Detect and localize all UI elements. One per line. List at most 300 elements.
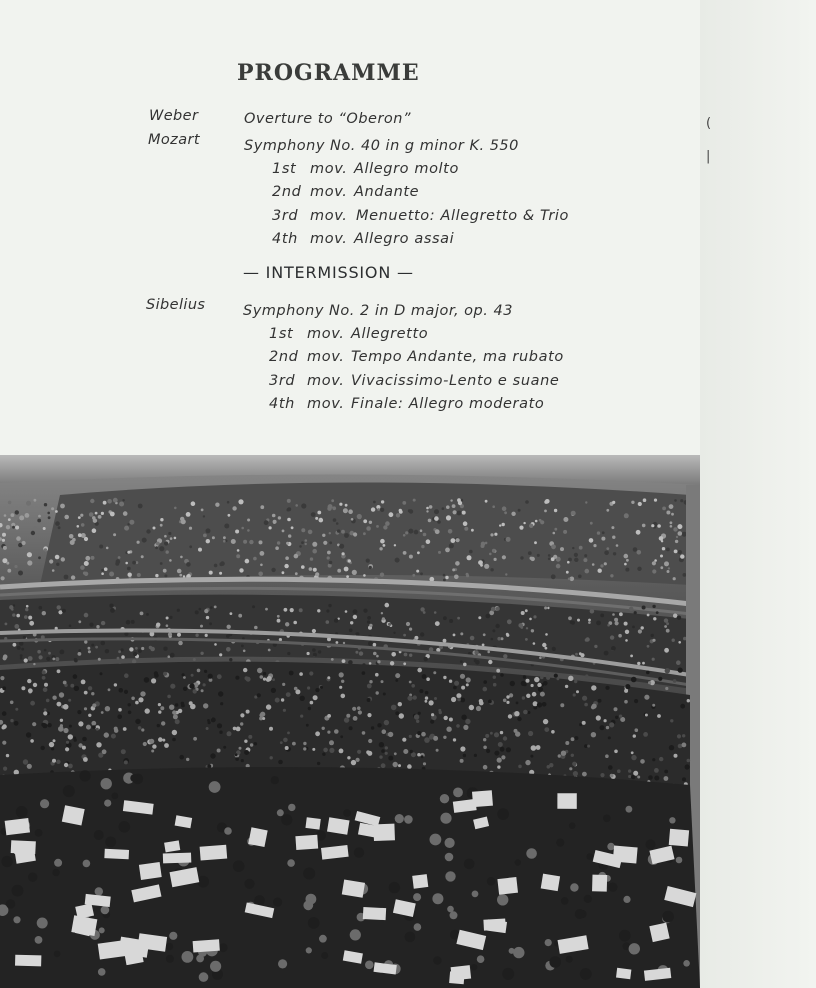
photo-texture-dot	[186, 758, 189, 761]
photo-texture-dot	[121, 648, 124, 651]
photo-texture-dot	[642, 524, 646, 528]
photo-texture-dot	[601, 537, 605, 541]
photo-texture-dot	[561, 751, 566, 756]
orchestra-player	[526, 848, 537, 859]
photo-texture-dot	[644, 695, 649, 700]
music-stand	[451, 965, 472, 980]
photo-texture-dot	[380, 508, 384, 512]
photo-texture-dot	[21, 648, 24, 651]
photo-texture-dot	[533, 701, 538, 706]
photo-texture-dot	[453, 738, 456, 741]
photo-texture-dot	[14, 721, 19, 726]
photo-texture-dot	[598, 569, 602, 573]
photo-texture-dot	[528, 551, 532, 555]
photo-texture-dot	[313, 568, 317, 572]
orchestra-player	[244, 879, 254, 889]
music-stand	[248, 827, 267, 847]
photo-texture-dot	[568, 676, 573, 681]
photo-texture-dot	[438, 551, 441, 554]
photo-texture-dot	[351, 518, 354, 521]
photo-texture-dot	[488, 660, 492, 664]
photo-texture-dot	[664, 561, 669, 566]
photo-texture-dot	[84, 691, 88, 695]
photo-texture-dot	[666, 548, 670, 552]
photo-texture-dot	[180, 556, 183, 559]
photo-texture-dot	[487, 651, 490, 654]
photo-texture-dot	[337, 529, 340, 532]
photo-texture-dot	[278, 516, 281, 519]
photo-texture-dot	[3, 767, 7, 771]
movement-label: mov.	[307, 349, 345, 365]
photo-texture-dot	[179, 574, 182, 577]
photo-texture-dot	[539, 656, 542, 659]
photo-texture-dot	[88, 650, 91, 653]
photo-texture-dot	[259, 540, 263, 544]
photo-texture-dot	[460, 698, 465, 703]
photo-texture-dot	[538, 687, 543, 692]
photo-texture-dot	[16, 614, 20, 618]
photo-texture-dot	[652, 758, 655, 761]
photo-texture-dot	[504, 511, 507, 514]
concert-hall-image	[0, 455, 700, 988]
photo-texture-dot	[100, 672, 103, 675]
photo-texture-dot	[69, 725, 72, 728]
photo-texture-dot	[214, 606, 217, 609]
photo-texture-dot	[337, 569, 341, 573]
photo-texture-dot	[8, 518, 11, 521]
music-stand	[200, 845, 228, 861]
photo-texture-dot	[369, 662, 372, 665]
photo-texture-dot	[92, 725, 96, 729]
photo-texture-dot	[138, 504, 143, 509]
photo-texture-dot	[358, 710, 362, 714]
photo-texture-dot	[313, 653, 317, 657]
photo-texture-dot	[41, 723, 45, 727]
photo-texture-dot	[502, 555, 506, 559]
photo-texture-dot	[55, 555, 60, 560]
photo-texture-dot	[239, 568, 243, 572]
photo-texture-dot	[68, 764, 73, 769]
photo-texture-dot	[135, 647, 138, 650]
photo-texture-dot	[425, 691, 429, 695]
movement-label: mov.	[307, 373, 345, 389]
photo-texture-dot	[343, 642, 345, 644]
photo-texture-dot	[614, 707, 618, 711]
photo-texture-dot	[102, 749, 107, 754]
photo-texture-dot	[264, 520, 269, 525]
photo-texture-dot	[7, 569, 11, 573]
photo-texture-dot	[163, 647, 167, 651]
photo-texture-dot	[341, 680, 344, 683]
photo-texture-dot	[434, 697, 437, 700]
photo-texture-dot	[28, 616, 32, 620]
photo-texture-dot	[505, 573, 507, 575]
photo-texture-dot	[166, 624, 169, 627]
photo-texture-dot	[0, 676, 4, 680]
photo-texture-dot	[662, 507, 666, 511]
orchestra-player	[101, 906, 110, 915]
photo-texture-dot	[446, 505, 450, 509]
orchestra-player	[502, 968, 514, 980]
photo-texture-dot	[282, 530, 285, 533]
photo-texture-dot	[417, 668, 422, 673]
photo-texture-dot	[530, 557, 533, 560]
photo-texture-dot	[77, 525, 80, 528]
photo-texture-dot	[534, 677, 539, 682]
photo-texture-dot	[177, 569, 182, 574]
photo-texture-dot	[3, 656, 7, 660]
work-weber: Overture to “Oberon”	[244, 111, 411, 127]
photo-texture-dot	[670, 525, 673, 528]
photo-texture-dot	[350, 621, 353, 624]
photo-texture-dot	[126, 620, 131, 625]
photo-texture-dot	[313, 695, 318, 700]
photo-texture-dot	[610, 574, 613, 577]
photo-texture-dot	[611, 646, 616, 651]
photo-texture-dot	[10, 719, 13, 722]
orchestra-player	[54, 951, 61, 958]
photo-texture-dot	[214, 643, 217, 646]
photo-texture-dot	[73, 674, 78, 679]
photo-texture-dot	[430, 720, 434, 724]
photo-texture-dot	[429, 735, 434, 740]
photo-texture-dot	[474, 650, 478, 654]
photo-texture-dot	[523, 710, 528, 715]
photo-texture-dot	[395, 679, 398, 682]
photo-texture-dot	[1, 576, 5, 580]
photo-texture-dot	[347, 756, 350, 759]
photo-texture-dot	[461, 686, 465, 690]
photo-texture-dot	[489, 553, 492, 556]
photo-texture-dot	[426, 677, 430, 681]
photo-texture-dot	[193, 689, 197, 693]
photo-texture-dot	[446, 727, 451, 732]
photo-texture-dot	[429, 505, 433, 509]
photo-texture-dot	[125, 562, 128, 565]
photo-texture-dot	[322, 727, 325, 730]
photo-texture-dot	[199, 608, 202, 611]
music-stand	[104, 849, 129, 859]
photo-texture-dot	[63, 704, 69, 710]
photo-texture-dot	[48, 652, 51, 655]
photo-texture-dot	[258, 572, 263, 577]
photo-texture-dot	[457, 617, 460, 620]
photo-texture-dot	[367, 684, 372, 689]
photo-texture-dot	[596, 715, 601, 720]
photo-texture-dot	[342, 659, 346, 663]
orchestra-player	[350, 929, 361, 940]
photo-texture-dot	[107, 499, 112, 504]
photo-texture-dot	[243, 540, 247, 544]
photo-texture-dot	[339, 672, 344, 677]
photo-texture-dot	[503, 699, 507, 703]
photo-texture-dot	[226, 647, 231, 652]
photo-texture-dot	[106, 547, 109, 550]
photo-texture-dot	[172, 738, 176, 742]
photo-texture-dot	[300, 715, 303, 718]
photo-texture-dot	[377, 723, 381, 727]
photo-texture-dot	[642, 662, 645, 665]
orchestra-player	[278, 959, 287, 968]
photo-texture-dot	[241, 759, 244, 762]
photo-texture-dot	[395, 673, 400, 678]
photo-texture-dot	[309, 671, 313, 675]
photo-texture-dot	[399, 713, 404, 718]
photo-texture-dot	[116, 559, 121, 564]
photo-texture-dot	[351, 760, 356, 765]
photo-texture-dot	[91, 556, 95, 560]
photo-texture-dot	[443, 676, 446, 679]
orchestra-player	[209, 781, 221, 793]
photo-texture-dot	[409, 628, 412, 631]
photo-texture-dot	[29, 621, 34, 626]
photo-texture-dot	[284, 608, 288, 612]
photo-texture-dot	[289, 671, 294, 676]
photo-texture-dot	[323, 748, 328, 753]
photo-texture-dot	[418, 712, 421, 715]
photo-texture-dot	[542, 643, 546, 647]
photo-texture-dot	[677, 734, 681, 738]
photo-texture-dot	[118, 556, 121, 559]
photo-texture-dot	[146, 613, 149, 616]
photo-texture-dot	[547, 607, 549, 609]
photo-texture-dot	[565, 741, 569, 745]
orchestra-player	[662, 911, 674, 923]
orchestra-player	[306, 947, 312, 953]
photo-texture-dot	[376, 655, 379, 658]
photo-texture-dot	[27, 679, 31, 683]
photo-texture-dot	[312, 629, 316, 633]
photo-texture-dot	[632, 626, 635, 629]
photo-texture-dot	[485, 734, 489, 738]
photo-texture-dot	[503, 736, 507, 740]
photo-texture-dot	[573, 693, 576, 696]
orchestra-player	[433, 956, 441, 964]
photo-texture-dot	[579, 652, 582, 655]
photo-texture-dot	[301, 565, 305, 569]
photo-texture-dot	[2, 539, 5, 542]
photo-texture-dot	[673, 577, 676, 580]
photo-texture-dot	[138, 726, 142, 730]
orchestra-player	[389, 882, 400, 893]
photo-texture-dot	[124, 760, 128, 764]
photo-texture-dot	[506, 747, 511, 752]
photo-texture-dot	[224, 524, 229, 529]
photo-texture-dot	[99, 545, 103, 549]
photo-texture-dot	[283, 738, 288, 743]
photo-texture-dot	[206, 616, 209, 619]
photo-texture-dot	[128, 703, 131, 706]
photo-texture-dot	[83, 757, 88, 762]
photo-texture-dot	[227, 731, 232, 736]
photo-texture-dot	[460, 660, 463, 663]
photo-texture-dot	[286, 692, 291, 697]
photo-texture-dot	[275, 698, 280, 703]
photo-texture-dot	[189, 527, 192, 530]
orchestra-player	[683, 960, 690, 967]
photo-texture-dot	[631, 677, 637, 683]
photo-texture-dot	[625, 684, 630, 689]
photo-texture-dot	[68, 699, 71, 702]
photo-texture-dot	[471, 529, 474, 532]
photo-texture-dot	[250, 743, 253, 746]
photo-texture-dot	[240, 722, 243, 725]
photo-texture-dot	[349, 629, 353, 633]
photo-texture-dot	[429, 700, 434, 705]
photo-texture-dot	[637, 662, 640, 665]
composer-sibelius: Sibelius	[146, 297, 206, 313]
photo-texture-dot	[419, 689, 423, 693]
photo-texture-dot	[331, 499, 334, 502]
photo-texture-dot	[27, 764, 32, 769]
photo-texture-dot	[219, 653, 222, 656]
photo-texture-dot	[19, 641, 24, 646]
photo-texture-dot	[315, 517, 318, 520]
photo-texture-dot	[394, 544, 396, 546]
photo-texture-dot	[612, 501, 615, 504]
photo-texture-dot	[189, 683, 194, 688]
orchestra-player	[287, 859, 295, 867]
photo-texture-dot	[80, 514, 83, 517]
photo-texture-dot	[628, 769, 631, 772]
photo-texture-dot	[404, 653, 408, 657]
orchestra-player	[477, 955, 485, 963]
movement-tempo: Allegretto	[351, 326, 429, 342]
photo-texture-dot	[631, 751, 634, 754]
photo-texture-dot	[591, 732, 596, 737]
photo-texture-dot	[652, 569, 656, 573]
photo-texture-dot	[373, 652, 377, 656]
photo-texture-dot	[128, 573, 132, 577]
photo-texture-dot	[389, 512, 394, 517]
photo-texture-dot	[511, 512, 515, 516]
photo-texture-dot	[551, 574, 556, 579]
photo-texture-dot	[156, 623, 160, 627]
photo-texture-dot	[265, 608, 268, 611]
photo-texture-dot	[133, 652, 137, 656]
photo-texture-dot	[277, 541, 280, 544]
photo-texture-dot	[69, 534, 74, 539]
photo-texture-dot	[137, 541, 140, 544]
photo-texture-dot	[664, 770, 668, 774]
photo-texture-dot	[371, 726, 374, 729]
orchestra-player	[575, 909, 585, 919]
photo-texture-dot	[47, 723, 51, 727]
photo-texture-dot	[15, 526, 19, 530]
photo-texture-dot	[645, 714, 648, 717]
photo-texture-dot	[466, 677, 471, 682]
photo-texture-dot	[444, 716, 448, 720]
orchestra-player	[623, 896, 630, 903]
photo-texture-dot	[78, 649, 81, 652]
photo-texture-dot	[367, 698, 371, 702]
photo-texture-dot	[492, 549, 496, 553]
photo-texture-dot	[219, 572, 222, 575]
photo-texture-dot	[300, 696, 305, 701]
photo-texture-dot	[210, 753, 215, 758]
photo-texture-dot	[393, 632, 395, 634]
photo-texture-dot	[141, 647, 144, 650]
photo-texture-dot	[425, 700, 428, 703]
movement-label: mov.	[310, 161, 348, 177]
photo-texture-dot	[469, 705, 474, 710]
photo-texture-dot	[212, 536, 215, 539]
orchestra-player	[497, 808, 509, 820]
photo-texture-dot	[48, 516, 51, 519]
photo-texture-dot	[355, 651, 358, 654]
photo-texture-dot	[454, 681, 459, 686]
photo-texture-dot	[363, 532, 366, 535]
photo-texture-dot	[409, 735, 412, 738]
photo-texture-dot	[178, 709, 182, 713]
movement-row	[272, 161, 459, 177]
photo-texture-dot	[109, 604, 113, 608]
photo-texture-dot	[14, 624, 19, 629]
photo-texture-dot	[284, 564, 288, 568]
photo-texture-dot	[496, 607, 500, 611]
photo-texture-dot	[385, 521, 390, 526]
photo-texture-dot	[235, 676, 239, 680]
music-stand	[592, 875, 607, 892]
photo-texture-dot	[483, 738, 486, 741]
orchestra-player	[343, 809, 351, 817]
photo-texture-dot	[291, 526, 294, 529]
orchestra-player	[224, 827, 232, 835]
photo-texture-dot	[470, 636, 475, 641]
photo-texture-dot	[520, 556, 523, 559]
photo-texture-dot	[168, 532, 171, 535]
photo-texture-dot	[327, 507, 331, 511]
music-stand	[139, 862, 162, 880]
photo-texture-dot	[610, 774, 614, 778]
photo-texture-dot	[342, 552, 345, 555]
photo-texture-dot	[525, 760, 530, 765]
photo-texture-dot	[514, 711, 519, 716]
photo-texture-dot	[156, 542, 160, 546]
photo-texture-dot	[634, 611, 637, 614]
orchestra-player	[646, 839, 656, 849]
photo-texture-dot	[9, 605, 13, 609]
photo-texture-dot	[669, 745, 674, 750]
orchestra-player	[556, 839, 564, 847]
photo-texture-dot	[329, 748, 334, 753]
photo-texture-dot	[279, 638, 282, 641]
photo-texture-dot	[612, 613, 615, 616]
photo-texture-dot	[367, 616, 371, 620]
photo-texture-dot	[153, 527, 156, 530]
photo-texture-dot	[310, 701, 314, 705]
photo-texture-dot	[269, 526, 272, 529]
photo-texture-dot	[299, 672, 303, 676]
orchestra-player	[80, 770, 91, 781]
photo-texture-dot	[584, 554, 587, 557]
movement-row	[272, 208, 569, 224]
movement-tempo: Andante	[354, 184, 420, 200]
photo-texture-dot	[200, 652, 203, 655]
photo-texture-dot	[105, 706, 110, 711]
orchestra-player	[303, 900, 313, 910]
photo-texture-dot	[104, 567, 108, 571]
photo-texture-dot	[253, 557, 257, 561]
photo-texture-dot	[369, 680, 372, 683]
photo-texture-dot	[299, 608, 303, 612]
photo-texture-dot	[119, 688, 124, 693]
photo-texture-dot	[288, 534, 291, 537]
photo-texture-dot	[172, 730, 177, 735]
photo-texture-dot	[582, 772, 587, 777]
photo-texture-dot	[57, 605, 61, 609]
photo-texture-dot	[556, 564, 561, 569]
